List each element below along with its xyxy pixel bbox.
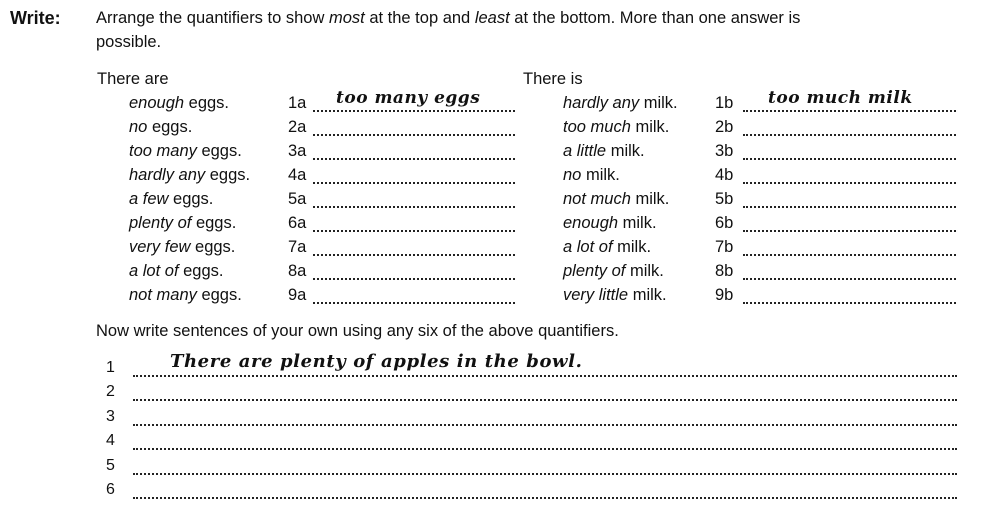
- sentence-line: [0, 351, 1000, 383]
- item-number: 2a: [288, 118, 307, 136]
- answer-line[interactable]: [743, 254, 956, 256]
- quantifier-noun: eggs.: [147, 118, 193, 136]
- sentence-line: [0, 408, 1000, 432]
- sentence-answer-line[interactable]: [133, 424, 957, 426]
- item-number: 3b: [715, 142, 734, 160]
- quantifier-word: hardly any: [129, 166, 206, 184]
- quantifier-word: not much: [563, 190, 631, 208]
- item-number: 5b: [715, 190, 734, 208]
- quantifier-word: a little: [563, 142, 607, 160]
- quantifier-word: no: [129, 118, 148, 136]
- quantifier-word: hardly any: [563, 94, 640, 112]
- item-number: 1a: [288, 94, 307, 112]
- sentence-line: [0, 457, 1000, 481]
- quantifier-word: too much: [563, 118, 631, 136]
- quantifier-word: a few: [129, 190, 169, 208]
- quantifier-noun: milk.: [581, 166, 620, 184]
- answer-line[interactable]: [743, 182, 956, 184]
- quantifier-word: no: [563, 166, 582, 184]
- quantifier-noun: eggs.: [196, 142, 242, 160]
- handwritten-answer: too much milk: [768, 88, 913, 108]
- quantifier-phrase: [563, 190, 669, 209]
- sentence-number: 1: [106, 359, 115, 376]
- item-number: 6a: [288, 214, 307, 232]
- sentences-instruction: Now write sentences of your own using any six of the above quantifiers.: [96, 322, 619, 340]
- quantifier-row: [0, 166, 1000, 190]
- answer-line[interactable]: [743, 230, 956, 232]
- handwritten-answer: too many eggs: [336, 88, 481, 108]
- quantifier-word: plenty of: [129, 214, 192, 232]
- quantifier-noun: milk.: [606, 142, 645, 160]
- quantifier-row: [0, 88, 1000, 118]
- quantifier-noun: milk.: [625, 262, 664, 280]
- quantifier-noun: milk.: [639, 94, 678, 112]
- item-number: 8b: [715, 262, 734, 280]
- quantifier-word: plenty of: [563, 262, 626, 280]
- quantifier-phrase: [563, 214, 657, 233]
- sentence-answer-line[interactable]: [133, 497, 957, 499]
- quantifier-row: [0, 118, 1000, 142]
- quantifier-row: [0, 214, 1000, 238]
- sentence-number: 5: [106, 456, 115, 474]
- quantifier-row: [0, 262, 1000, 286]
- answer-line[interactable]: [743, 158, 956, 160]
- quantifier-noun: milk.: [630, 118, 670, 136]
- sentence-line: [0, 432, 1000, 456]
- quantifier-phrase: [563, 286, 667, 305]
- quantifier-phrase: [563, 94, 678, 113]
- instruction-line-1: [96, 9, 800, 28]
- quantifier-noun: eggs.: [184, 94, 230, 112]
- quantifier-row: [0, 190, 1000, 214]
- item-number: 9b: [715, 286, 734, 304]
- quantifier-phrase: [563, 142, 645, 161]
- quantifier-phrase: [563, 166, 620, 185]
- quantifier-word: a lot of: [129, 262, 179, 280]
- item-number: 2b: [715, 118, 734, 136]
- quantifier-phrase: [563, 262, 664, 281]
- item-number: 9a: [288, 286, 307, 304]
- quantifier-word: too many: [129, 142, 197, 160]
- answer-line[interactable]: [743, 206, 956, 208]
- quantifier-noun: eggs.: [178, 262, 224, 280]
- item-number: 1b: [715, 94, 734, 112]
- sentence-line: [0, 383, 1000, 407]
- handwritten-sentence: There are plenty of apples in the bowl.: [170, 351, 583, 372]
- sentence-answer-line[interactable]: [133, 448, 957, 450]
- quantifier-phrase: [563, 238, 651, 257]
- sentence-number: 3: [106, 407, 115, 425]
- quantifier-word: very little: [563, 286, 629, 304]
- quantifier-noun: eggs.: [191, 214, 237, 232]
- instruction-part-a: Arrange the quantifiers to show: [96, 9, 329, 27]
- quantifier-noun: milk.: [618, 214, 657, 232]
- instruction-line-2: possible.: [96, 33, 162, 51]
- quantifier-noun: milk.: [630, 190, 670, 208]
- quantifier-word: not many: [129, 286, 197, 304]
- quantifier-word: a lot of: [563, 238, 613, 256]
- quantifier-row: [0, 142, 1000, 166]
- sentence-answer-line[interactable]: [133, 399, 957, 401]
- sentence-number: 4: [106, 432, 115, 450]
- quantifier-word: enough: [563, 214, 619, 232]
- instruction-part-b: at the top and: [364, 9, 475, 27]
- item-number: 4a: [288, 166, 307, 184]
- quantifier-noun: eggs.: [168, 190, 214, 208]
- quantifier-noun: eggs.: [190, 238, 236, 256]
- sentence-line: [0, 481, 1000, 505]
- quantifier-noun: eggs.: [205, 166, 251, 184]
- sentence-answer-line[interactable]: [133, 375, 957, 377]
- item-number: 4b: [715, 166, 734, 184]
- item-number: 5a: [288, 190, 307, 208]
- instruction-least: least: [474, 9, 510, 27]
- item-number: 6b: [715, 214, 734, 232]
- answer-line[interactable]: [743, 302, 956, 304]
- sentence-answer-line[interactable]: [133, 473, 957, 475]
- quantifier-noun: milk.: [628, 286, 667, 304]
- quantifier-noun: eggs.: [196, 286, 242, 304]
- answer-line[interactable]: [743, 278, 956, 280]
- answer-line[interactable]: [743, 134, 956, 136]
- item-number: 7b: [715, 238, 734, 256]
- item-number: 3a: [288, 142, 307, 160]
- quantifier-row: [0, 238, 1000, 262]
- quantifier-phrase: [563, 118, 669, 137]
- quantifier-row: [0, 286, 1000, 310]
- right-column-heading: There is: [523, 70, 583, 88]
- answer-line[interactable]: [743, 110, 956, 112]
- instruction-most: most: [328, 9, 365, 27]
- item-number: 8a: [288, 262, 307, 280]
- left-column-heading: There are: [97, 70, 169, 88]
- write-label: Write:: [10, 8, 61, 28]
- sentence-number: 6: [106, 481, 115, 498]
- quantifier-word: very few: [129, 238, 191, 256]
- item-number: 7a: [288, 238, 307, 256]
- sentence-number: 2: [106, 383, 115, 401]
- quantifier-noun: milk.: [612, 238, 652, 256]
- instruction-part-c: at the bottom. More than one answer is: [509, 9, 801, 27]
- quantifier-word: enough: [129, 94, 185, 112]
